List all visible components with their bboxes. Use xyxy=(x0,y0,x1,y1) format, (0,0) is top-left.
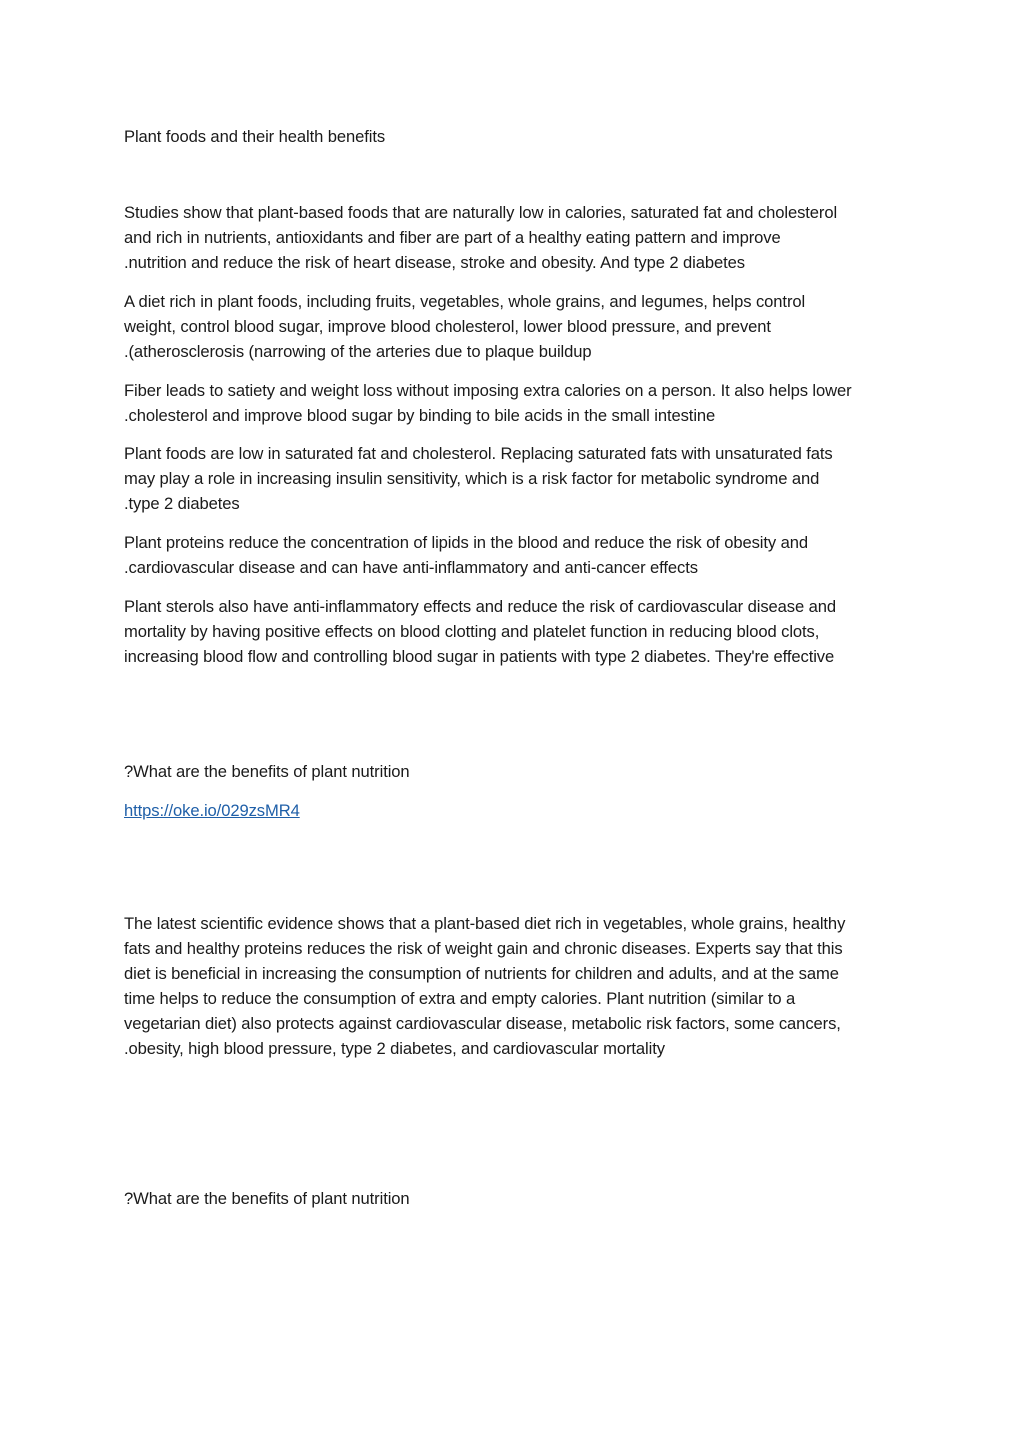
paragraph-6-line-1: Plant sterols also have anti-inflammatory effects and reduce the risk of cardiovascular disease and xyxy=(124,597,836,616)
paragraph-5-line-2: .cardiovascular disease and can have anti-inflammatory and anti-cancer effects xyxy=(124,558,698,577)
paragraph-3-line-1: Fiber leads to satiety and weight loss without imposing extra calories on a person. It also helps lower xyxy=(124,381,852,400)
paragraph-1-line-1: Studies show that plant-based foods that are naturally low in calories, saturated fat and cholesterol xyxy=(124,203,838,222)
paragraph-6-line-2: mortality by having positive effects on blood clotting and platelet function in reducing blood clots, xyxy=(124,622,820,641)
evidence-line-4: time helps to reduce the consumption of extra and empty calories. Plant nutrition (similar to a xyxy=(124,989,796,1008)
paragraph-3-line-2: .cholesterol and improve blood sugar by binding to bile acids in the small intestine xyxy=(124,406,716,425)
paragraph-1-line-2: and rich in nutrients, antioxidants and fiber are part of a healthy eating pattern and improve xyxy=(124,228,781,247)
evidence-line-2: fats and healthy proteins reduces the risk of weight gain and chronic diseases. Experts say that this xyxy=(124,939,843,958)
paragraph-4-line-3: .type 2 diabetes xyxy=(124,494,240,513)
evidence-line-5: vegetarian diet) also protects against cardiovascular disease, metabolic risk factors, some cancers, xyxy=(124,1014,841,1033)
paragraph-2-line-1: A diet rich in plant foods, including fruits, vegetables, whole grains, and legumes, helps control xyxy=(124,292,806,311)
evidence-line-3: diet is beneficial in increasing the consumption of nutrients for children and adults, and at the same xyxy=(124,964,839,983)
paragraph-6-line-3: increasing blood flow and controlling blood sugar in patients with type 2 diabetes. They're effective xyxy=(124,647,835,666)
question-heading-1: ?What are the benefits of plant nutrition xyxy=(124,762,410,781)
paragraph-2-line-2: weight, control blood sugar, improve blood cholesterol, lower blood pressure, and prevent xyxy=(124,317,771,336)
paragraph-1-line-3: .nutrition and reduce the risk of heart disease, stroke and obesity. And type 2 diabetes xyxy=(124,253,745,272)
evidence-line-6: .obesity, high blood pressure, type 2 diabetes, and cardiovascular mortality xyxy=(124,1039,665,1058)
evidence-line-1: The latest scientific evidence shows that a plant-based diet rich in vegetables, whole grains, healthy xyxy=(124,914,846,933)
paragraph-4-line-2: may play a role in increasing insulin sensitivity, which is a risk factor for metabolic syndrome and xyxy=(124,469,820,488)
paragraph-2-line-3: .(atherosclerosis (narrowing of the arteries due to plaque buildup xyxy=(124,342,592,361)
paragraph-4-line-1: Plant foods are low in saturated fat and cholesterol. Replacing saturated fats with unsaturated fats xyxy=(124,444,833,463)
document-title: Plant foods and their health benefits xyxy=(124,127,386,146)
question-heading-2: ?What are the benefits of plant nutrition xyxy=(124,1189,410,1208)
external-link[interactable]: https://oke.io/029zsMR4 xyxy=(124,801,300,820)
paragraph-5-line-1: Plant proteins reduce the concentration of lipids in the blood and reduce the risk of obesity and xyxy=(124,533,808,552)
